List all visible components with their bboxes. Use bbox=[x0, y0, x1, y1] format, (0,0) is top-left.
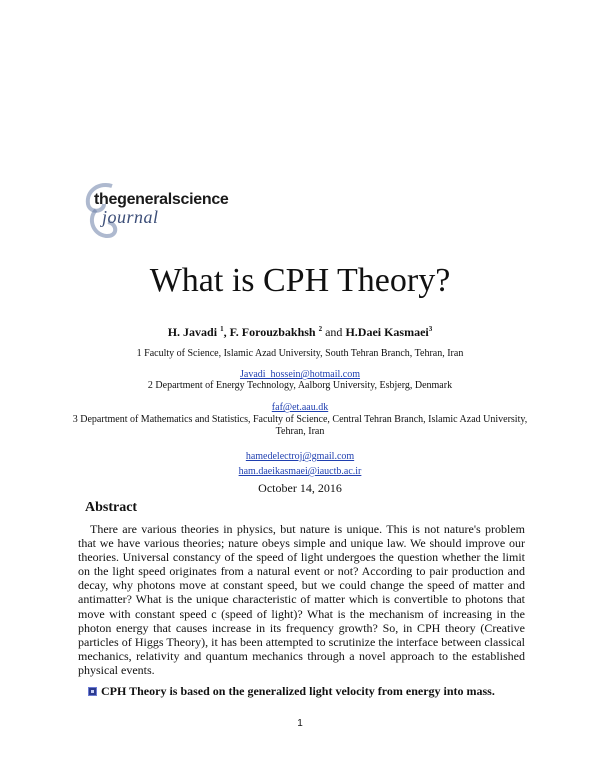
email-link-2[interactable]: faf@et.aau.dk bbox=[271, 402, 329, 413]
logo-line2: journal bbox=[102, 207, 159, 227]
author-2-sup: 2 bbox=[318, 325, 323, 333]
author-and: and bbox=[322, 325, 346, 339]
author-list bbox=[20, 325, 580, 340]
paper-title: What is CPH Theory? bbox=[149, 262, 451, 299]
bullet-text: CPH Theory is based on the generalized light velocity from energy into mass. bbox=[101, 684, 495, 698]
journal-logo bbox=[78, 180, 278, 240]
author-1-sup: 1 bbox=[220, 325, 224, 333]
author-3: H.Daei Kasmaei bbox=[345, 325, 429, 339]
affiliation-3: 3 Department of Mathematics and Statistics, Faculty of Science, Central Tehran Branch, Islamic Azad University, Tehran, Iran bbox=[72, 414, 528, 437]
email-row-2 bbox=[20, 397, 580, 415]
logo-line1: thegeneralscience bbox=[94, 191, 229, 208]
square-bullet-icon bbox=[88, 687, 97, 696]
affiliation-2: 2 Department of Energy Technology, Aalborg University, Esbjerg, Denmark bbox=[147, 380, 453, 391]
author-1: H. Javadi bbox=[167, 325, 218, 339]
page-number: 1 bbox=[297, 718, 303, 729]
email-link-1[interactable]: Javadi_hossein@hotmail.com bbox=[239, 369, 361, 380]
email-link-4[interactable]: ham.daeikasmaei@iauctb.ac.ir bbox=[238, 466, 362, 477]
highlight-bullet bbox=[88, 684, 568, 699]
author-2: , F. Forouzbakhsh bbox=[223, 325, 316, 339]
publication-date: October 14, 2016 bbox=[258, 481, 342, 495]
affiliation-1: 1 Faculty of Science, Islamic Azad University, South Tehran Branch, Tehran, Iran bbox=[136, 348, 464, 359]
abstract-body: There are various theories in physics, but nature is unique. This is not nature's problem that we have various theories; nature obeys simple and unique law. We should improve our theories. Universal constancy of the speed of light undergoes the question whether the limit on the light speed originates from a natural event or not? According to pair production and decay, why photons move at constant speed, but we could change the speed of matter and antimatter? What is the unique characteristic of matter which is convertible to photons that move with constant speed c (speed of light)? What is the mechanism of increasing in the photon energy that causes increase in its frequency growth? So, in CPH theory (Creative particles of Higgs Theory), it has been attempted to scrutinize the interface between classical mechanics, relativity and quantum mechanics through a novel approach to the established physical events. bbox=[78, 522, 525, 677]
email-row-4 bbox=[20, 461, 580, 479]
abstract-heading: Abstract bbox=[85, 500, 138, 515]
author-3-sup: 3 bbox=[428, 325, 433, 333]
email-link-3[interactable]: hamedelectroj@gmail.com bbox=[245, 451, 355, 462]
